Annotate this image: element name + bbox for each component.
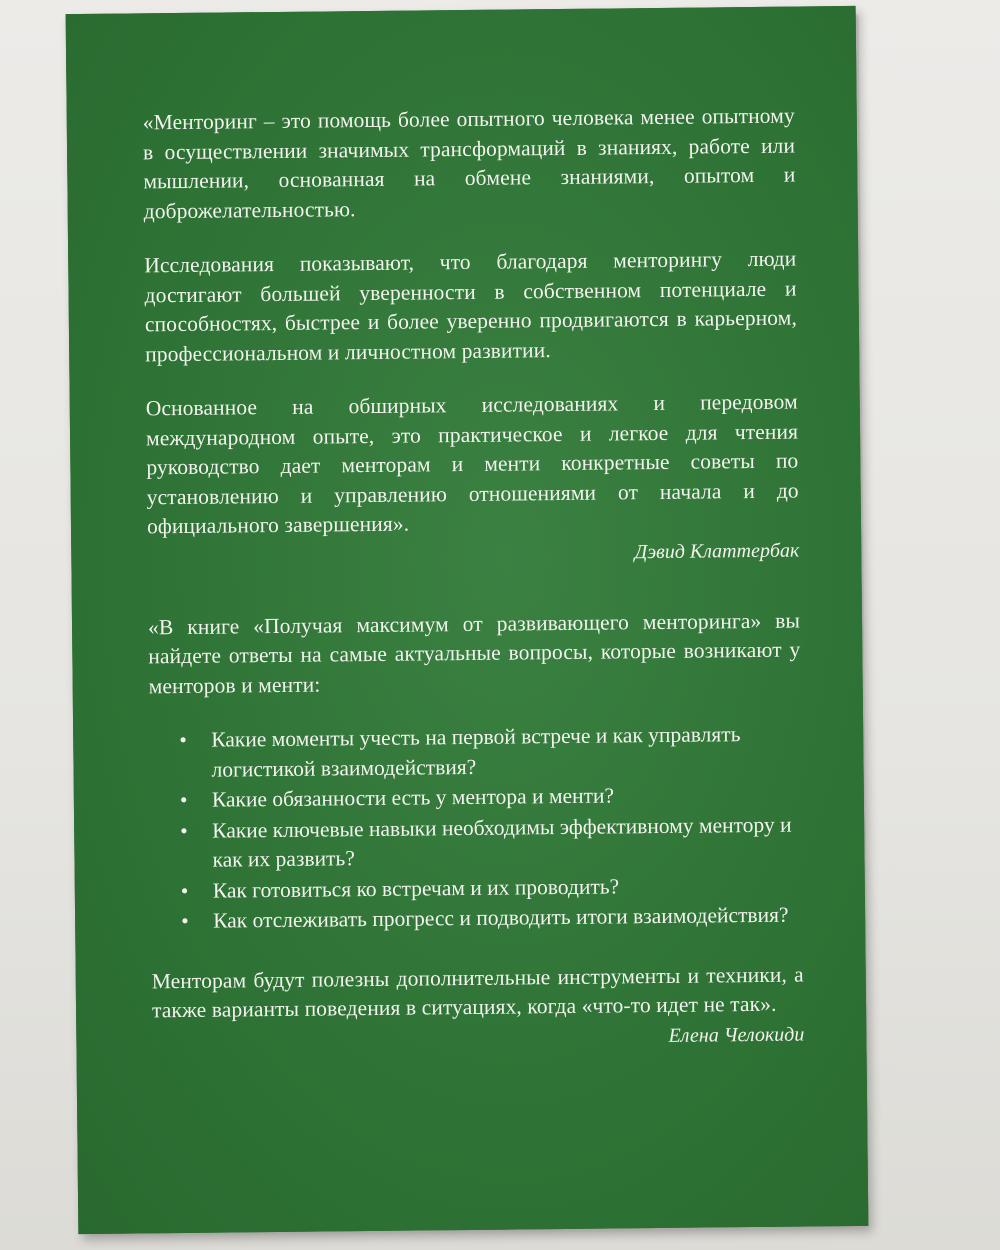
list-item-text: Как отслеживать прогресс и подводить итоги взаимодействия? — [213, 902, 789, 933]
author-signature-2: Елена Челокиди — [668, 1022, 805, 1047]
bullet-icon: • — [179, 787, 188, 813]
book-back-cover — [66, 6, 869, 1234]
list-item — [179, 720, 802, 786]
list-item — [180, 810, 803, 876]
question-list — [149, 720, 803, 937]
closing-paragraph: Менторам будут полезны дополнительные инструменты и техники, а также варианты поведения в ситуациях, когда «что-то идет не так». — [151, 961, 804, 1023]
quote-paragraph-1: «Менторинг – это помощь более опытного человека менее опытному в осуществлении значимых трансформаций в знаниях, работе или мышлении, основанная на обмене знаниями, опытом и доброжелательностью. — [142, 103, 796, 223]
list-item — [181, 900, 803, 936]
bullet-icon: • — [180, 878, 189, 903]
list-item-text: Какие ключевые навыки необходимы эффективному ментору и как их развить? — [212, 812, 792, 872]
quote-paragraph-3: Основанное на обширных исследованиях и передовом международном опыте, это практическое и легкое для чтения руководство дает менторам и менти конкретные советы по установлению и управлению отношениями от начала и до официального завершения». — [145, 389, 799, 539]
intro-paragraph: «В книге «Получая максимум от развивающего менторинга» вы найдете ответы на самые актуальные вопросы, которые возникают у менторов и менти: — [147, 608, 801, 698]
bullet-icon: • — [179, 727, 187, 753]
author-signature-1: Дэвид Клаттербак — [634, 539, 800, 563]
list-item-text: Как готовиться ко встречам и их проводить? — [212, 873, 620, 903]
list-item-text: Какие моменты учесть на первой встрече и как управлять логистикой взаимодействия? — [211, 722, 741, 782]
quote-paragraph-2: Исследования показывают, что благодаря менторингу люди достигают большей уверенности в собственном потенциале и способностях, быстрее и более уверенно продвигаются в карьерном, профессиональном и личностном развитии. — [144, 246, 797, 366]
list-item-text: Какие обязанности есть у ментора и менти? — [211, 783, 615, 812]
bullet-icon: • — [181, 908, 189, 934]
bullet-icon: • — [180, 818, 188, 843]
